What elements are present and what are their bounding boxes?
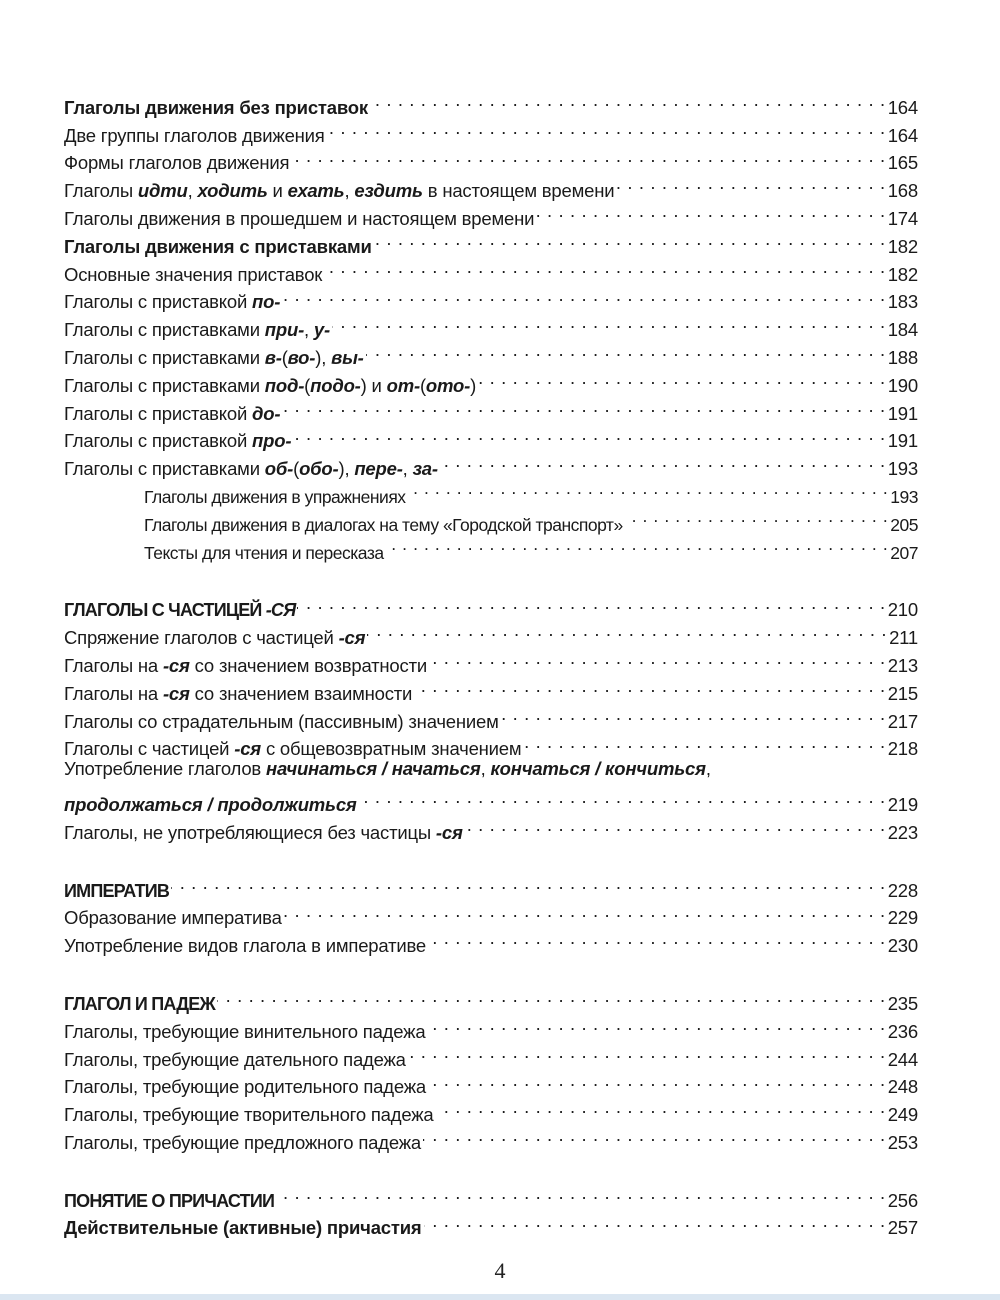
emphasized-term: при-	[264, 319, 305, 341]
toc-entry-title	[64, 878, 169, 906]
toc-section	[64, 86, 918, 563]
title-text: ,	[402, 458, 413, 480]
toc-entry-title	[64, 1073, 426, 1101]
emphasized-term: подо-	[310, 374, 361, 396]
dot-leader	[359, 783, 886, 811]
dot-leader	[408, 1038, 886, 1066]
title-text: Спряжение глаголов с частицей	[64, 627, 339, 649]
toc-page-number: 218	[887, 738, 918, 760]
toc-entry-title	[64, 791, 357, 819]
title-text: Две группы глаголов движения	[64, 124, 325, 146]
dot-leader	[427, 1010, 885, 1038]
emphasized-term: начинаться / начаться	[266, 758, 481, 780]
title-text: Глаголы движения без приставок	[64, 96, 368, 118]
toc-entry-title	[64, 1129, 421, 1157]
toc-entry[interactable]	[64, 1179, 918, 1211]
title-text: Глаголы с приставкой	[64, 430, 253, 452]
title-text: Глаголы, требующие творительного падежа	[64, 1104, 434, 1126]
toc-page-number: 244	[887, 1048, 918, 1070]
toc-page-number: 184	[887, 319, 918, 341]
title-text: и	[267, 180, 288, 202]
dot-leader	[428, 1066, 886, 1094]
dot-leader	[374, 225, 886, 253]
toc-entry[interactable]	[64, 755, 918, 783]
toc-entry[interactable]	[64, 86, 918, 118]
toc-page-number: 182	[887, 263, 918, 285]
title-text: Глаголы, требующие предложного падежа	[64, 1131, 421, 1153]
toc-section	[64, 1179, 918, 1239]
toc-page-number: 211	[889, 627, 918, 649]
dot-leader	[276, 1179, 886, 1207]
toc-entry-title	[64, 288, 280, 316]
title-text: ГЛАГОЛЫ С ЧАСТИЦЕЙ	[64, 600, 266, 621]
title-text: (	[419, 374, 426, 396]
toc-entry-title	[64, 680, 412, 708]
title-text: (	[281, 346, 288, 368]
dot-leader	[429, 644, 886, 672]
toc-page-number: 164	[887, 96, 918, 118]
toc-entry-title	[64, 991, 215, 1019]
emphasized-term: ехать	[287, 180, 345, 202]
toc-page-number: 256	[887, 1189, 918, 1211]
dot-leader	[367, 616, 887, 644]
toc-page-number: 217	[887, 710, 918, 732]
title-text: Употребление глаголов	[64, 758, 266, 780]
emphasized-term: ото-	[425, 374, 471, 396]
toc-page-number: 229	[887, 907, 918, 929]
title-text: со значением взаимности	[189, 682, 413, 704]
dot-leader	[366, 336, 886, 364]
dot-leader	[436, 1093, 886, 1121]
toc-entry-title	[64, 1214, 422, 1242]
bottom-edge-strip	[0, 1294, 1000, 1300]
emphasized-term: -ся	[162, 682, 190, 704]
title-text: Глаголы со страдательным (пассивным) значением	[64, 710, 499, 732]
dot-leader	[327, 114, 886, 142]
toc-entry-title	[64, 344, 364, 372]
title-text: Глаголы на	[64, 682, 163, 704]
toc-entry-title	[64, 904, 282, 932]
dot-leader	[501, 700, 886, 728]
dot-leader	[293, 420, 885, 448]
title-text: Глаголы с приставками	[64, 458, 265, 480]
title-text: Глаголы движения в диалогах на тему «Городской транспорт»	[144, 514, 623, 535]
toc-entry[interactable]	[64, 869, 918, 901]
emphasized-term: -ся	[435, 821, 463, 843]
emphasized-term: про-	[252, 430, 292, 452]
title-text: с общевозвратным значением	[261, 738, 522, 760]
emphasized-term: от-	[386, 374, 420, 396]
title-text: в настоящем времени	[422, 180, 615, 202]
title-text: Глаголы, требующие винительного падежа	[64, 1020, 426, 1042]
dot-leader	[332, 308, 886, 336]
title-text: ,	[187, 180, 198, 202]
emphasized-term: -ся	[162, 654, 190, 676]
toc-entry[interactable]	[64, 897, 918, 929]
toc-page-number: 207	[890, 542, 918, 563]
dot-leader	[324, 253, 886, 281]
toc-page-number: 183	[887, 291, 918, 313]
toc-entry-title	[64, 427, 291, 455]
toc-entry-title	[64, 177, 614, 205]
toc-page-number: 236	[887, 1020, 918, 1042]
dot-leader	[414, 672, 886, 700]
toc-entry-title	[64, 1018, 425, 1046]
title-text: Глаголы с приставками	[64, 319, 265, 341]
toc-page-number: 235	[887, 992, 918, 1014]
title-text: Глаголы движения в прошедшем и настоящем времени	[64, 207, 535, 229]
toc-section	[64, 982, 918, 1153]
emphasized-term: под-	[264, 374, 305, 396]
toc-entry-title	[64, 819, 463, 847]
title-text: Глаголы с приставками	[64, 346, 265, 368]
emphasized-term: идти	[137, 180, 188, 202]
dot-leader	[282, 392, 885, 420]
emphasized-term: обо-	[299, 458, 339, 480]
table-of-contents	[64, 86, 918, 1239]
title-text: ГЛАГОЛ И ПАДЕЖ	[64, 993, 215, 1014]
toc-page-number: 210	[887, 599, 918, 621]
toc-entry-title	[64, 755, 711, 783]
dot-leader	[282, 281, 886, 309]
toc-entry-title	[64, 149, 289, 177]
title-text: ИМПЕРАТИВ	[64, 880, 170, 901]
dot-leader	[465, 811, 886, 839]
toc-page-number: 213	[887, 654, 918, 676]
toc-entry-title	[64, 652, 427, 680]
dot-leader	[423, 1121, 886, 1149]
dot-leader	[386, 531, 889, 559]
toc-entry[interactable]	[64, 783, 918, 815]
toc-page-number: 228	[887, 879, 918, 901]
title-text: Глаголы, требующие дательного падежа	[64, 1048, 406, 1070]
emphasized-term: ездить	[354, 180, 423, 202]
toc-page-number: 190	[887, 374, 918, 396]
page-number: 4	[494, 1258, 506, 1283]
title-text: Действительные (активные) причастия	[64, 1217, 422, 1239]
toc-entry-title	[64, 597, 295, 625]
toc-entry-title	[64, 94, 368, 122]
title-text: ,	[304, 319, 314, 341]
toc-page-number: 205	[890, 514, 918, 535]
toc-page-number: 191	[887, 430, 918, 452]
emphasized-term: кончаться / кончиться	[490, 758, 706, 780]
toc-page-number: 249	[887, 1104, 918, 1126]
toc-entry[interactable]	[64, 589, 918, 621]
title-text: Формы глаголов движения	[64, 152, 290, 174]
toc-page-number: 168	[887, 180, 918, 202]
title-text: Тексты для чтения и пересказа	[144, 542, 384, 563]
title-text: Глаголы движения в упражнениях	[144, 486, 406, 507]
title-text: ) и	[360, 374, 387, 396]
title-text: ,	[344, 180, 355, 202]
toc-entry-title	[144, 540, 384, 568]
dot-leader	[440, 447, 886, 475]
toc-page-number: 174	[887, 207, 918, 229]
emphasized-term: за-	[412, 458, 438, 480]
title-text: )	[470, 374, 477, 396]
toc-entry-title	[64, 316, 330, 344]
title-text: Глаголы	[64, 180, 138, 202]
dot-leader	[284, 897, 886, 925]
dot-leader	[291, 142, 885, 170]
toc-entry-title	[144, 484, 406, 512]
toc-entry[interactable]	[64, 982, 918, 1014]
emphasized-term: по-	[252, 291, 281, 313]
dot-leader	[616, 169, 885, 197]
title-text: ,	[705, 758, 711, 780]
title-text: Глаголы движения с приставками	[64, 235, 372, 257]
title-text: Глаголы с приставками	[64, 374, 265, 396]
title-text: со значением возвратности	[189, 654, 427, 676]
title-text: Глаголы, требующие родительного падежа	[64, 1076, 426, 1098]
title-text: (	[293, 458, 300, 480]
toc-section	[64, 869, 918, 957]
emphasized-term: -ся	[234, 738, 261, 760]
dot-leader	[625, 503, 889, 531]
toc-page-number: 215	[887, 682, 918, 704]
title-text: ),	[338, 458, 355, 480]
toc-section	[64, 589, 918, 843]
dot-leader	[523, 728, 885, 756]
emphasized-term: пере-	[354, 458, 403, 480]
toc-entry-title	[64, 122, 325, 150]
title-text: Глаголы, не употребляющиеся без частицы	[64, 821, 436, 843]
toc-page-number: 253	[887, 1131, 918, 1153]
dot-leader	[428, 924, 886, 952]
title-text: Употребление видов глагола в императиве	[64, 935, 426, 957]
title-text: Основные значения приставок	[64, 263, 323, 285]
toc-page-number: 165	[887, 152, 918, 174]
emphasized-term: в-	[264, 346, 282, 368]
emphasized-term: -СЯ	[265, 600, 296, 621]
emphasized-term: до-	[252, 402, 281, 424]
title-text: ),	[315, 346, 332, 368]
emphasized-term: у-	[313, 319, 330, 341]
emphasized-term: продолжаться / продолжиться	[64, 793, 357, 815]
toc-entry-title	[64, 932, 426, 960]
toc-page-number: 223	[887, 821, 918, 843]
toc-entry-title	[64, 624, 365, 652]
emphasized-term: вы-	[331, 346, 364, 368]
dot-leader	[424, 1207, 886, 1235]
emphasized-term: об-	[264, 458, 294, 480]
toc-entry-title	[64, 1101, 434, 1129]
toc-page-number: 219	[887, 793, 918, 815]
dot-leader	[536, 197, 885, 225]
toc-page-number: 182	[887, 235, 918, 257]
toc-entry-title	[64, 455, 438, 483]
toc-page-number: 188	[887, 346, 918, 368]
dot-leader	[217, 982, 886, 1010]
toc-entry-title	[64, 1046, 406, 1074]
toc-page-number: 191	[887, 402, 918, 424]
toc-page-number: 248	[887, 1076, 918, 1098]
toc-entry-title	[64, 400, 280, 428]
dot-leader	[171, 869, 886, 897]
dot-leader	[478, 364, 886, 392]
title-text: ,	[480, 758, 491, 780]
title-text: Глаголы с приставкой	[64, 291, 253, 313]
toc-page-number: 257	[887, 1217, 918, 1239]
dot-leader	[408, 475, 889, 503]
emphasized-term: ходить	[197, 180, 268, 202]
toc-page-number: 193	[890, 486, 918, 507]
title-text: Глаголы с частицей	[64, 738, 235, 760]
dot-leader	[297, 589, 885, 617]
toc-page-number: 230	[887, 935, 918, 957]
toc-entry-title	[64, 1188, 274, 1216]
dot-leader	[370, 86, 886, 114]
toc-page-number: 164	[887, 124, 918, 146]
title-text: (	[304, 374, 311, 396]
emphasized-term: -ся	[338, 627, 366, 649]
emphasized-term: во-	[287, 346, 316, 368]
toc-entry-title	[64, 708, 499, 736]
title-text: ПОНЯТИЕ О ПРИЧАСТИИ	[64, 1190, 275, 1211]
title-text: Образование императива	[64, 907, 282, 929]
title-text: Глаголы с приставкой	[64, 402, 253, 424]
title-text: Глаголы на	[64, 654, 163, 676]
toc-page-number: 193	[887, 458, 918, 480]
